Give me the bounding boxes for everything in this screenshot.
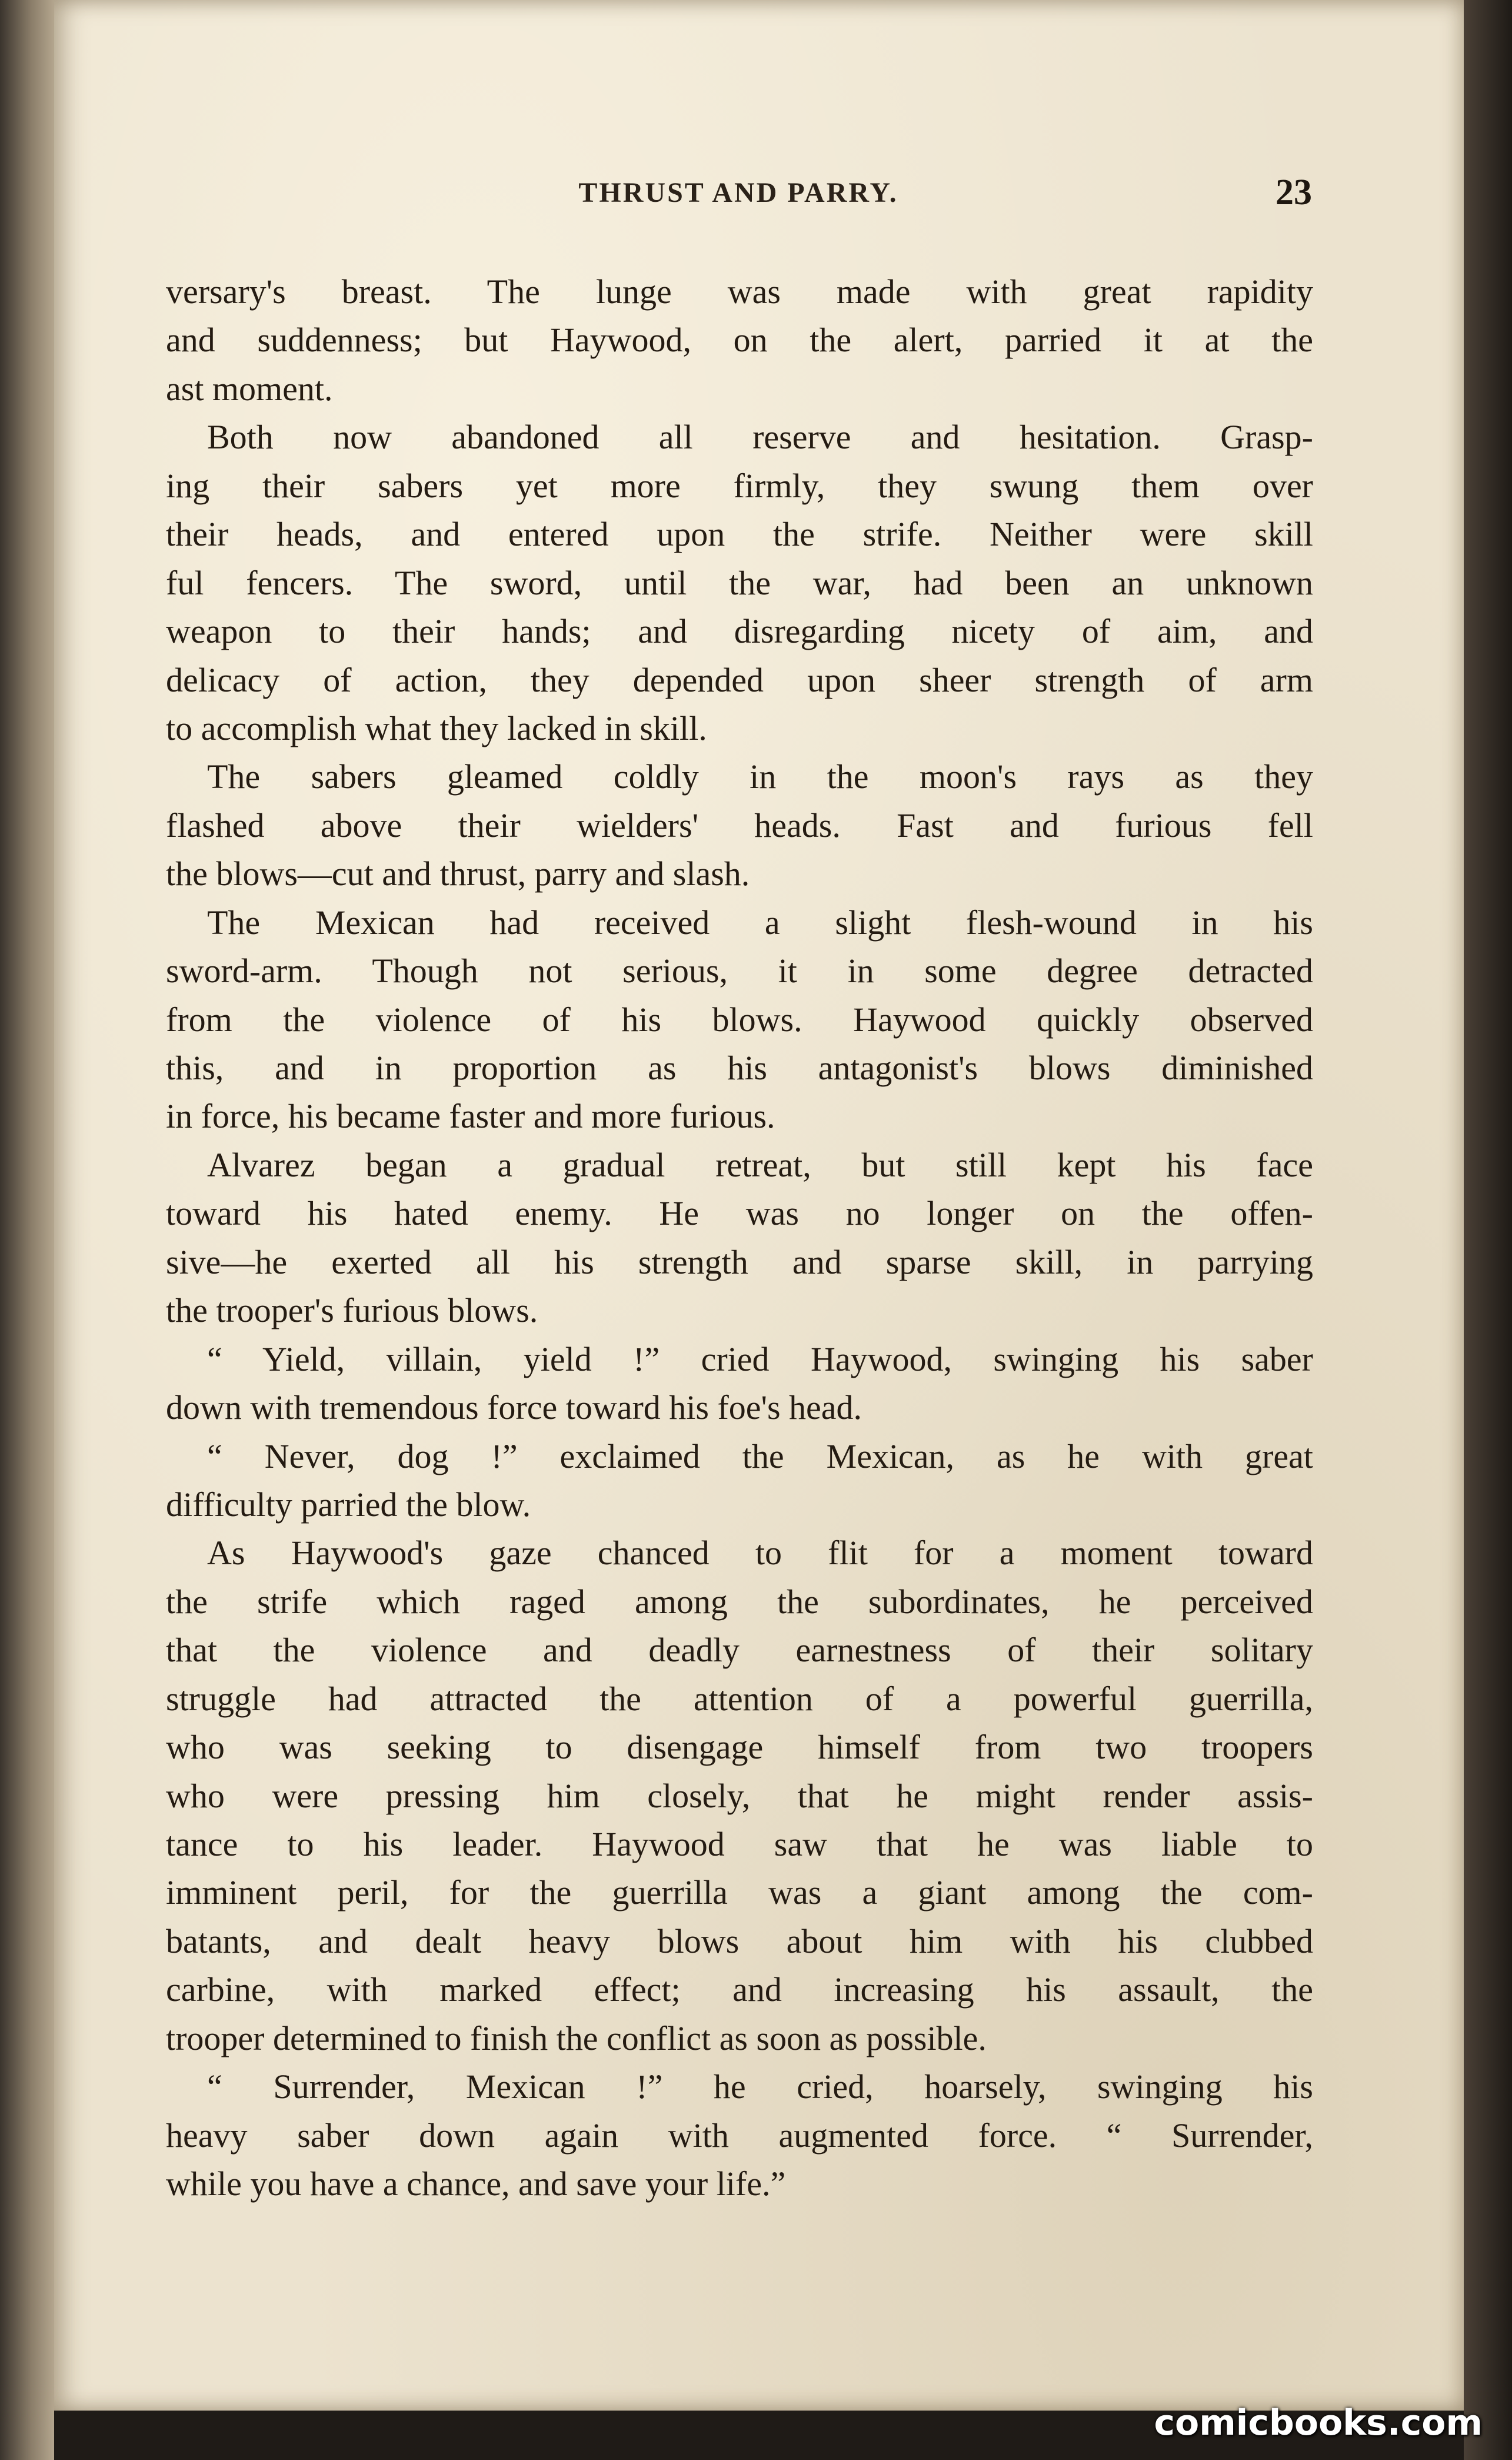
text-line: in force, his became faster and more furious. bbox=[166, 1097, 775, 1136]
watermark-logo: comicbooks.com bbox=[1154, 2402, 1483, 2444]
text-line: their heads, and entered upon the strife. Neither were skill bbox=[166, 515, 1313, 554]
running-title: THRUST AND PARRY. bbox=[578, 177, 898, 208]
text-line: who was seeking to disengage himself from two troopers bbox=[166, 1728, 1313, 1767]
text-line: toward his hated enemy. He was no longer on the offen- bbox=[166, 1194, 1313, 1233]
text-line: As Haywood's gaze chanced to flit for a moment toward bbox=[207, 1534, 1313, 1573]
text-line: that the violence and deadly earnestness of their solitary bbox=[166, 1631, 1313, 1670]
text-line: batants, and dealt heavy blows about him with his clubbed bbox=[166, 1922, 1313, 1960]
text-line: the trooper's furious blows. bbox=[166, 1291, 538, 1330]
text-line: carbine, with marked effect; and increasing his assault, the bbox=[166, 1970, 1313, 2009]
text-line: difficulty parried the blow. bbox=[166, 1485, 531, 1524]
text-line: versary's breast. The lunge was made with great rapidity bbox=[166, 272, 1313, 311]
text-line: weapon to their hands; and disregarding nicety of aim, and bbox=[166, 612, 1313, 651]
text-line: who were pressing him closely, that he might render assis- bbox=[166, 1776, 1313, 1815]
text-line: imminent peril, for the guerrilla was a giant among the com- bbox=[166, 1873, 1313, 1912]
text-line: while you have a chance, and save your life.” bbox=[166, 2165, 786, 2203]
text-line: from the violence of his blows. Haywood quickly observed bbox=[166, 1000, 1313, 1039]
text-line: the blows—cut and thrust, parry and slash. bbox=[166, 855, 750, 893]
page-number: 23 bbox=[1275, 172, 1312, 212]
text-line: this, and in proportion as his antagonist's blows diminished bbox=[166, 1049, 1313, 1087]
text-line: and suddenness; but Haywood, on the alert, parried it at the bbox=[166, 321, 1313, 360]
text-line: to accomplish what they lacked in skill. bbox=[166, 709, 707, 747]
body-text bbox=[166, 268, 1313, 2209]
text-line: down with tremendous force toward his foe's head. bbox=[166, 1388, 862, 1427]
book-gutter-left bbox=[0, 0, 56, 2460]
text-line: sword-arm. Though not serious, it in some degree detracted bbox=[166, 952, 1313, 990]
running-head bbox=[165, 172, 1312, 230]
text-line: ful fencers. The sword, until the war, had been an unknown bbox=[166, 563, 1313, 602]
text-line: Alvarez began a gradual retreat, but still kept his face bbox=[207, 1145, 1313, 1184]
text-line: The sabers gleamed coldly in the moon's rays as they bbox=[207, 757, 1313, 796]
text-line: struggle had attracted the attention of a powerful guerrilla, bbox=[166, 1679, 1313, 1718]
text-line: flashed above their wielders' heads. Fast and furious fell bbox=[166, 806, 1313, 845]
text-line: “ Never, dog !” exclaimed the Mexican, as he with great bbox=[207, 1437, 1313, 1475]
text-line: heavy saber down again with augmented force. “ Surrender, bbox=[166, 2116, 1313, 2155]
text-line: sive—he exerted all his strength and sparse skill, in parrying bbox=[166, 1242, 1313, 1281]
text-line: The Mexican had received a slight flesh-wound in his bbox=[207, 903, 1313, 942]
text-line: ast moment. bbox=[166, 369, 333, 408]
text-line: Both now abandoned all reserve and hesitation. Grasp- bbox=[207, 418, 1313, 457]
text-line: “ Surrender, Mexican !” he cried, hoarsely, swinging his bbox=[207, 2067, 1313, 2106]
text-line: “ Yield, villain, yield !” cried Haywood, swinging his saber bbox=[207, 1339, 1313, 1378]
text-line: ing their sabers yet more firmly, they swung them over bbox=[166, 466, 1313, 505]
text-line: delicacy of action, they depended upon sheer strength of arm bbox=[166, 660, 1313, 699]
text-line: tance to his leader. Haywood saw that he was liable to bbox=[166, 1825, 1313, 1863]
book-edge-right bbox=[1464, 0, 1512, 2460]
text-line: the strife which raged among the subordinates, he perceived bbox=[166, 1582, 1313, 1621]
text-line: trooper determined to finish the conflict as soon as possible. bbox=[166, 2019, 987, 2057]
